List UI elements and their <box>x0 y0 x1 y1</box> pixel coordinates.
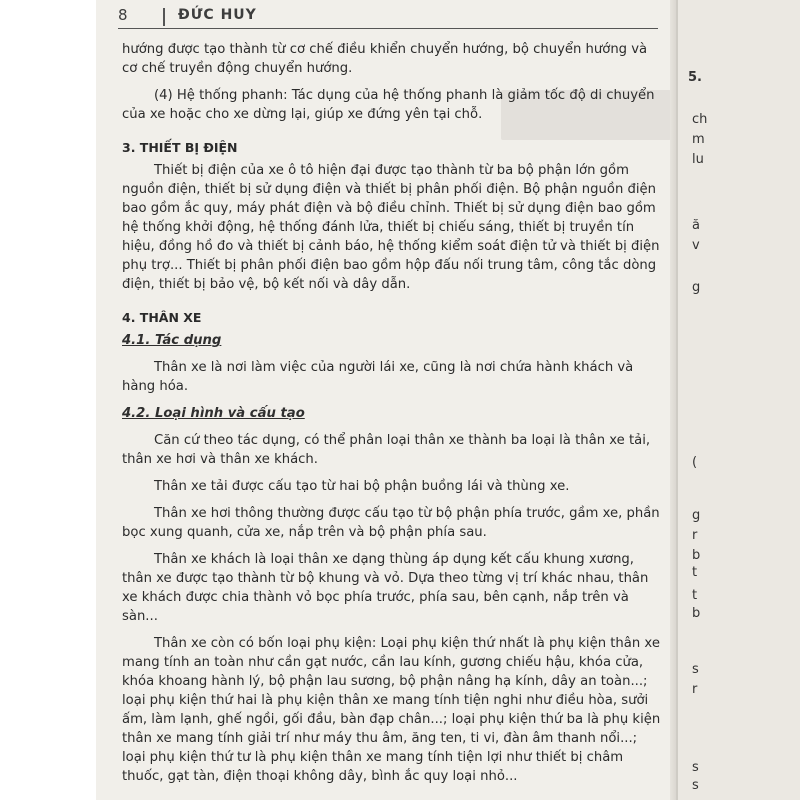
adjacent-text: m <box>692 132 705 147</box>
adjacent-text: t <box>692 565 698 580</box>
section-heading: 3. THIẾT BỊ ĐIỆN <box>122 140 238 155</box>
adjacent-text: lu <box>692 152 704 167</box>
book-page <box>96 0 676 800</box>
adjacent-text: ( <box>692 455 698 470</box>
adjacent-text: g <box>692 280 701 295</box>
header-divider <box>163 8 165 26</box>
adjacent-page <box>676 0 800 800</box>
subsection-heading: 4.1. Tác dụng <box>122 333 222 348</box>
section-heading: 4. THÂN XE <box>122 310 202 325</box>
paragraph: Thân xe còn có bốn loại phụ kiện: Loại phụ kiện thứ nhất là phụ kiện thân xe mang tính an toàn như cần gạt nước, cần lau kính, gương chiếu hậu, khóa cửa, khóa khoang hành lý, bộ phận lau sương, bộ phận nâng hạ kính, dây an toàn...; loại phụ kiện thứ hai là phụ kiện thân xe mang tính tiện nghi như điều hòa, sưởi ấm, làm lạnh, ghế ngồi, gối đầu, bàn đạp chân...; loại phụ kiện thứ ba là phụ kiện thân xe mang tính giải trí như máy thu âm, ăng ten, ti vi, đàn âm thanh nổi...; loại phụ kiện thứ tư là phụ kiện thân xe mang tính tiện lợi như thiết bị châm thuốc, gạt tàn, điện thoại không dây, bình ắc quy loại nhỏ... <box>122 636 661 784</box>
paragraph: (4) Hệ thống phanh: Tác dụng của hệ thống phanh là giảm tốc độ di chuyển của xe hoặc cho xe dừng lại, giúp xe đứng yên tại chỗ. <box>122 88 655 122</box>
adjacent-text: t <box>692 588 698 603</box>
adjacent-text: ă <box>692 218 700 233</box>
paragraph: Thân xe hơi thông thường được cấu tạo từ bộ phận phía trước, gầm xe, phần bọc xung quanh, cửa xe, nắp trên và bộ phận phía sau. <box>122 506 660 540</box>
paragraph: hướng được tạo thành từ cơ chế điều khiển chuyển hướng, bộ chuyển hướng và cơ chế truyền động chuyển hướng. <box>122 42 648 76</box>
adjacent-text: r <box>692 682 698 697</box>
paragraph: Thân xe tải được cấu tạo từ hai bộ phận buồng lái và thùng xe. <box>154 479 570 494</box>
paragraph: Thân xe là nơi làm việc của người lái xe, cũng là nơi chứa hành khách và hàng hóa. <box>122 360 634 394</box>
paragraph: Thân xe khách là loại thân xe dạng thùng áp dụng kết cấu khung xương, thân xe được tạo thành từ bộ khung và vỏ. Dựa theo từng vị trí khác nhau, thân xe khách được chia thành vỏ bọc phía trước, phía sau, bên cạnh, nắp trên và sàn... <box>122 552 649 624</box>
paragraph: Căn cứ theo tác dụng, có thể phân loại thân xe thành ba loại là thân xe tải, thân xe hơi và thân xe khách. <box>122 433 651 467</box>
adjacent-text: s <box>692 778 699 793</box>
adjacent-text: s <box>692 662 699 677</box>
adjacent-text: v <box>692 238 700 253</box>
adjacent-text: g <box>692 508 701 523</box>
paragraph: Thiết bị điện của xe ô tô hiện đại được tạo thành từ ba bộ phận lớn gồm nguồn điện, thiết bị sử dụng điện và thiết bị phân phối điện. Bộ phận nguồn điện bao gồm ắc quy, máy phát điện và bộ điều chỉnh. Thiết bị sử dụng điện bao gồm hệ thống khởi động, hệ thống đánh lửa, thiết bị chiếu sáng, thiết bị truyền tín hiệu, đồng hồ đo và thiết bị cảnh báo, hệ thống kiểm soát điện tử và thiết bị điện phụ trợ... Thiết bị phân phối điện bao gồm hộp đấu nối trung tâm, công tắc dòng điện, thiết bị bảo vệ, bộ kết nối và dây dẫn. <box>122 163 660 292</box>
adjacent-text: ch <box>692 112 708 127</box>
adjacent-text: r <box>692 528 698 543</box>
adjacent-text: b <box>692 606 701 621</box>
subsection-heading: 4.2. Loại hình và cấu tạo <box>122 406 305 421</box>
adjacent-text: s <box>692 760 699 775</box>
header-title: ĐỨC HUY <box>178 7 257 23</box>
page-content <box>122 40 662 786</box>
adjacent-text: b <box>692 548 701 563</box>
adjacent-text: 5. <box>688 70 702 85</box>
background <box>0 0 96 800</box>
page-number: 8 <box>118 6 128 24</box>
page-header <box>118 6 658 29</box>
